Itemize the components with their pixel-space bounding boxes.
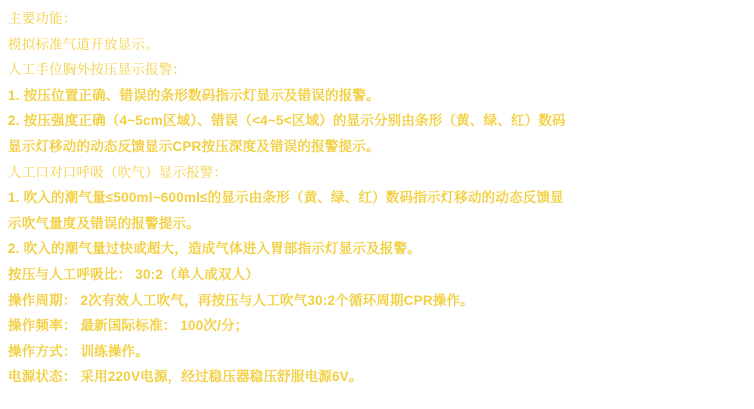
text-line-ventilation-item-1b: 示吹气量度及错误的报警提示。 [8, 215, 200, 231]
text-line-operation-cycle: 操作周期： 2次有效人工吹气，再按压与人工吹气30:2个循环周期CPR操作。 [8, 292, 474, 308]
text-line-ventilation-item-1a: 1. 吹入的潮气量≤500ml~600ml≤的显示由条形（黄、绿、红）数码指示灯移动的动态反馈显 [8, 190, 564, 206]
text-line-heading-compression: 人工手位胸外按压显示报警： [8, 62, 187, 78]
text-line-compression-item-2b: 显示灯移动的动态反馈显示CPR按压深度及错误的报警提示。 [8, 138, 380, 154]
text-line-compression-item-2a: 2. 按压强度正确（4~5cm区域）、错误（<4~5<区域）的显示分别由条形（黄、绿、红）数码 [8, 113, 566, 129]
text-line-heading-ventilation: 人工口对口呼吸（吹气）显示报警： [8, 164, 228, 180]
text-line-ventilation-item-2: 2. 吹入的潮气量过快或超大，造成气体进入胃部指示灯显示及报警。 [8, 241, 421, 257]
text-line-airway-display: 模拟标准气道开放显示。 [8, 36, 159, 52]
text-line-compression-item-1: 1. 按压位置正确、错误的条形数码指示灯显示及错误的报警。 [8, 87, 380, 103]
text-line-heading-main-functions: 主要功能： [8, 11, 77, 26]
text-line-compression-ratio: 按压与人工呼吸比： 30:2（单人或双人） [8, 266, 259, 282]
text-line-operation-frequency: 操作频率： 最新国际标准： 100次/分； [8, 318, 249, 334]
text-line-power-status: 电源状态： 采用220V电源，经过稳压器稳压舒服电源6V。 [8, 369, 363, 385]
text-line-operation-mode: 操作方式： 训练操作。 [8, 343, 149, 359]
